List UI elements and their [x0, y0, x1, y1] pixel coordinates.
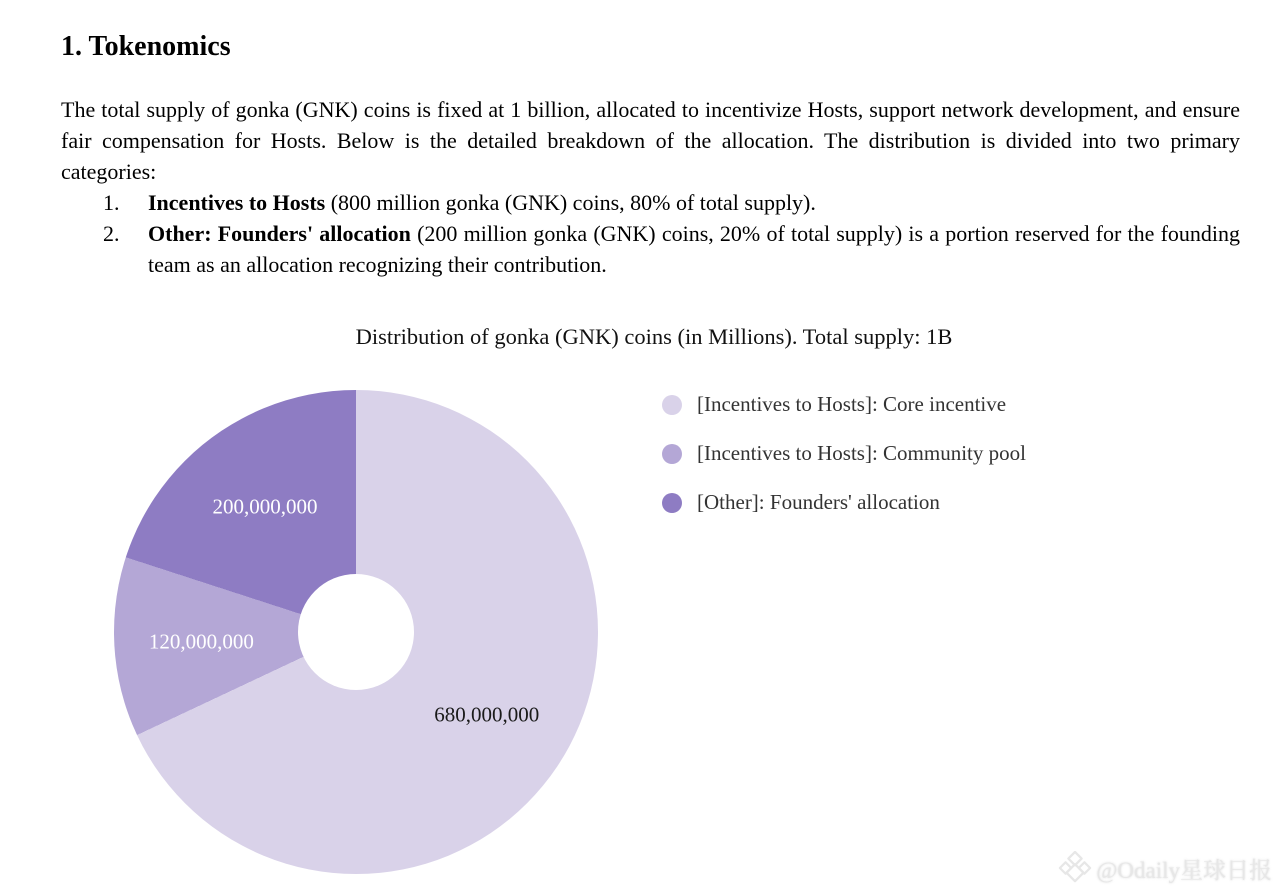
list-item-number: 2. — [103, 221, 120, 246]
numbered-list — [61, 187, 1240, 280]
list-item — [61, 187, 1240, 218]
watermark — [1058, 851, 1272, 885]
list-item-number: 1. — [103, 190, 120, 215]
donut-chart — [114, 390, 598, 874]
list-item-bold-text: Incentives to Hosts — [148, 190, 326, 215]
slice-label-community-pool: 120,000,000 — [148, 629, 254, 654]
legend-row-core-incentive — [662, 380, 1026, 429]
legend-label: [Incentives to Hosts]: Core incentive — [697, 392, 1007, 416]
list-item — [61, 218, 1240, 280]
list-item-text: (200 million gonka (GNK) coins, 20% of total supply) is a portion reserved for the founding team as an allocation recognizing their contribution. — [148, 221, 1241, 277]
legend-row-community-pool — [662, 429, 1026, 478]
donut-hole — [298, 574, 414, 690]
slice-label-founders-allocation: 200,000,000 — [212, 494, 318, 519]
slice-label-core-incentive: 680,000,000 — [434, 702, 540, 727]
chart-legend — [662, 380, 1026, 527]
list-item-text: (800 million gonka (GNK) coins, 80% of total supply). — [325, 190, 816, 215]
legend-swatch-icon — [662, 444, 682, 464]
legend-swatch-icon — [662, 493, 682, 513]
legend-label: [Other]: Founders' allocation — [697, 490, 940, 514]
list-item-bold-text: Other: Founders' allocation — [148, 221, 411, 246]
chart-title: Distribution of gonka (GNK) coins (in Millions). Total supply: 1B — [355, 324, 953, 349]
page-title: 1. Tokenomics — [61, 31, 231, 62]
intro-paragraph: The total supply of gonka (GNK) coins is fixed at 1 billion, allocated to incentivize Hosts, support network development, and ensure fair compensation for Hosts. Below is the detailed breakdown of the allocation. The distribution is divided into two primary categories: — [61, 97, 1240, 184]
legend-swatch-icon — [662, 395, 682, 415]
odaily-logo-icon — [1058, 851, 1092, 885]
legend-label: [Incentives to Hosts]: Community pool — [697, 441, 1026, 465]
legend-row-founders-allocation — [662, 478, 1026, 527]
watermark-text: @Odaily星球日报 — [1096, 857, 1272, 883]
